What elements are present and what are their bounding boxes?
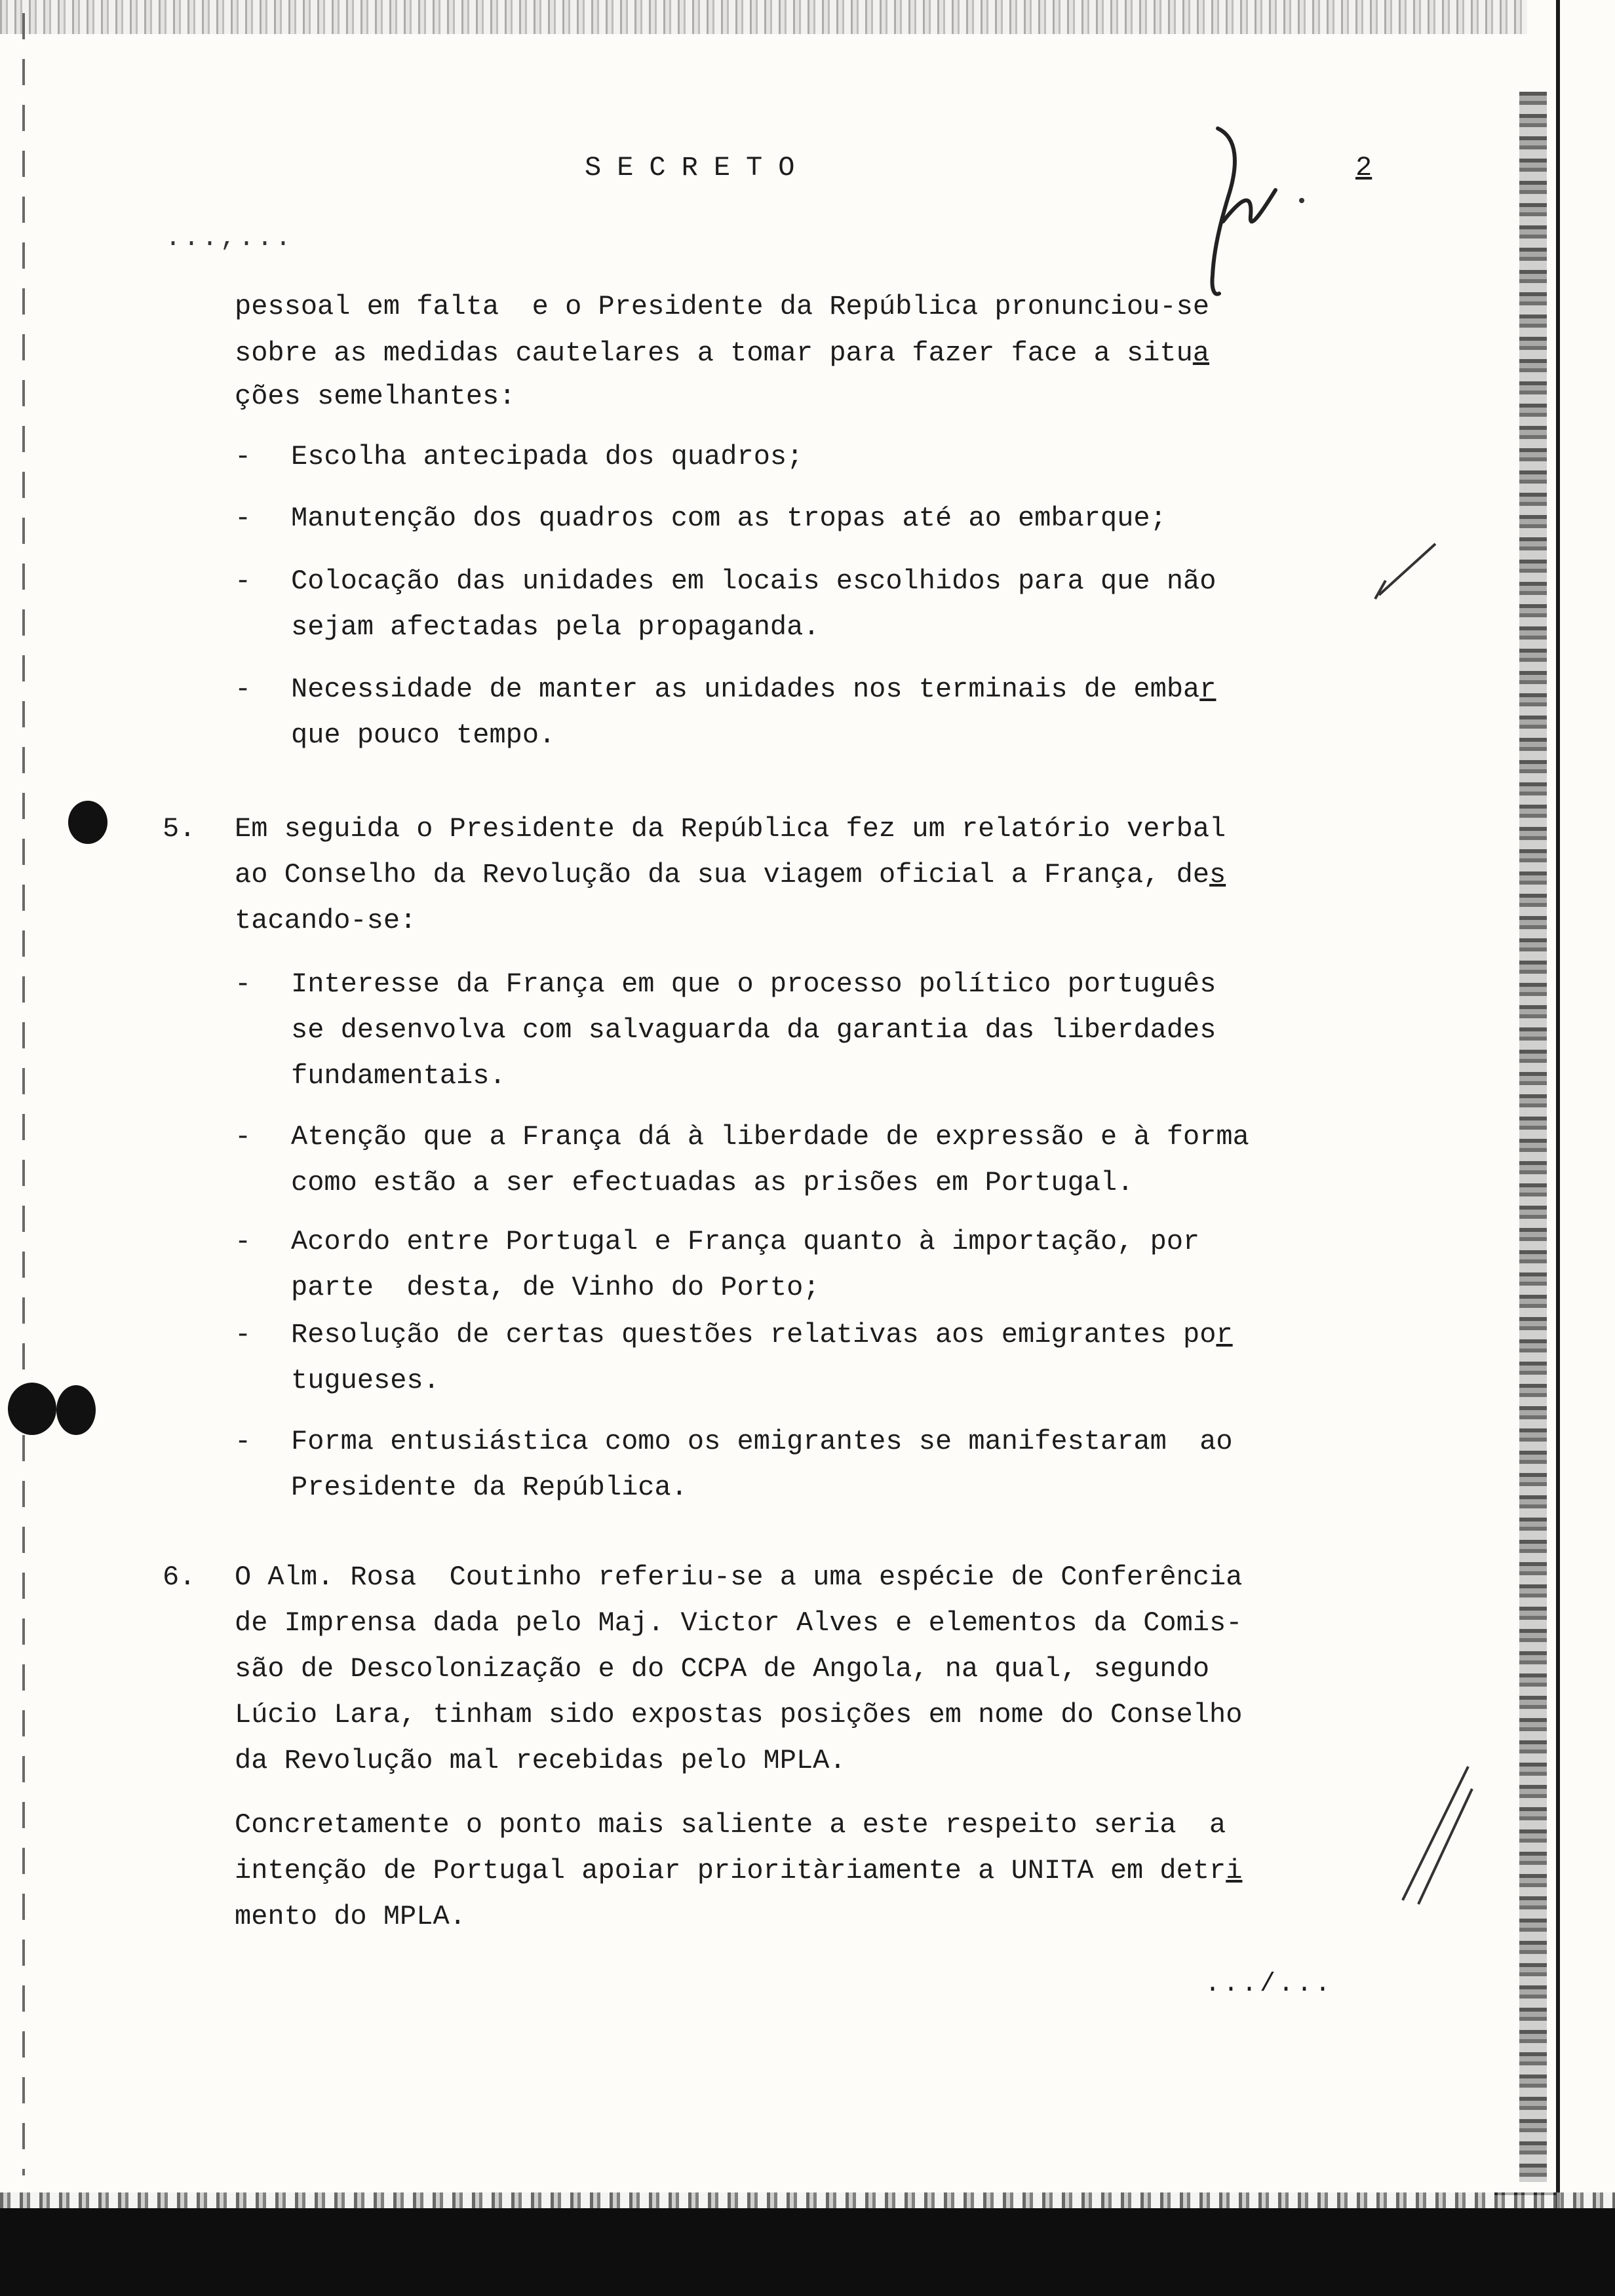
punch-hole [8,1383,56,1435]
bullet-line: Colocação das unidades em locais escolhidos para que não [291,565,1216,597]
bullet-line: que pouco tempo. [291,719,556,751]
continuation-mark-top: ...,... [165,224,294,254]
paragraph-line: Em seguida o Presidente da República fez um relatório verbal [235,813,1226,845]
bullet-line: Acordo entre Portugal e França quanto à importação, por [291,1226,1200,1257]
bullet-line: Resolução de certas questões relativas aos emigrantes por [291,1319,1233,1350]
paragraph-line: Lúcio Lara, tinham sido expostas posições em nome do Conselho [235,1699,1243,1731]
bullet-line: Forma entusiástica como os emigrantes se manifestaram ao [291,1426,1233,1457]
bullet-line: Atenção que a França dá à liberdade de expressão e à forma [291,1121,1249,1153]
scan-top-edge [0,0,1527,34]
page-number: 2 [1355,152,1372,183]
section-number: 6. [163,1561,196,1593]
paragraph-line: O Alm. Rosa Coutinho referiu-se a uma espécie de Conferência [235,1561,1243,1593]
bullet-line: se desenvolva com salvaguarda da garantia das liberdades [291,1014,1216,1046]
scan-bottom-edge [0,2208,1615,2296]
paragraph-line: sobre as medidas cautelares a tomar para fazer face a situa [235,337,1210,369]
bullet-line: tugueses. [291,1365,440,1396]
bullet-line: sejam afectadas pela propaganda. [291,611,820,643]
paragraph-line: intenção de Portugal apoiar prioritàriamente a UNITA em detri [235,1855,1243,1886]
handwritten-initials [1180,124,1311,301]
bullet-line: fundamentais. [291,1060,506,1092]
paragraph-line: pessoal em falta e o Presidente da República pronunciou-se [235,291,1210,322]
bullet-dash: - [235,441,252,472]
bullet-dash: - [235,1319,252,1350]
scan-left-edge [22,13,25,2175]
bullet-line: Manutenção dos quadros com as tropas até ao embarque; [291,503,1167,534]
paragraph-line: mento do MPLA. [235,1901,466,1932]
bullet-line: parte desta, de Vinho do Porto; [291,1272,820,1303]
paragraph-line: ao Conselho da Revolução da sua viagem oficial a França, des [235,859,1226,890]
punch-hole [68,801,107,844]
bullet-dash: - [235,1226,252,1257]
continuation-mark-bottom: .../... [1205,1970,1334,1999]
punch-hole [56,1385,96,1435]
paragraph-line: tacando-se: [235,905,417,936]
scan-right-border [1556,0,1560,2296]
paragraph-line: Concretamente o ponto mais saliente a este respeito seria a [235,1809,1226,1841]
bullet-dash: - [235,1121,252,1153]
bullet-dash: - [235,968,252,1000]
scan-bottom-noise [0,2192,1615,2210]
bullet-dash: - [235,503,252,534]
paragraph-line: ções semelhantes: [235,381,516,412]
bullet-dash: - [235,1426,252,1457]
margin-check-mark [1396,1763,1475,1907]
section-number: 5. [163,813,196,845]
bullet-line: Escolha antecipada dos quadros; [291,441,804,472]
scan-right-edge [1519,92,1547,2182]
paragraph-line: de Imprensa dada pelo Maj. Victor Alves e elementos da Comis- [235,1607,1243,1639]
classification-header: SECRETO [585,152,811,183]
bullet-line: Necessidade de manter as unidades nos terminais de embar [291,674,1216,705]
bullet-line: Presidente da República. [291,1472,688,1503]
bullet-dash: - [235,565,252,597]
margin-check-mark [1370,518,1442,603]
bullet-line: Interesse da França em que o processo político português [291,968,1216,1000]
paragraph-line: são de Descolonização e do CCPA de Angola, na qual, segundo [235,1653,1210,1685]
bullet-dash: - [235,674,252,705]
bullet-line: como estão a ser efectuadas as prisões em Portugal. [291,1167,1134,1198]
paragraph-line: da Revolução mal recebidas pelo MPLA. [235,1745,846,1776]
